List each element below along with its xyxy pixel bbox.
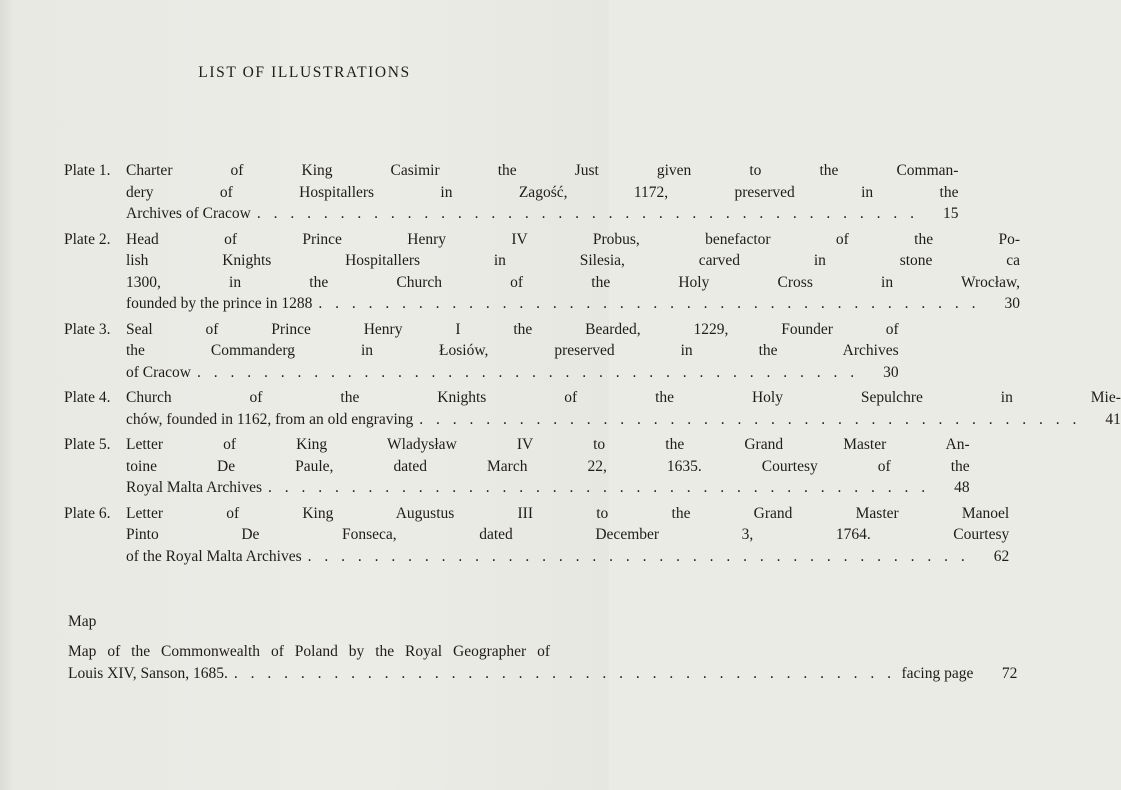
map-section-heading: Map [68,613,97,630]
caption-last-line [126,362,899,384]
caption-line: Charter of King Casimir the Just given to the Comman- [126,162,959,179]
caption-text: founded by the prince in 1288 [126,295,313,312]
caption-line: lish Knights Hospitallers in Silesia, carved in stone ca [126,252,1021,269]
leader-dots: . . . . . . . . . . . . . . . . . . . . . . . . . . . . . . . . . . . . . . . . [233,665,896,682]
plate-entry [64,229,1021,315]
leader-dots: . . . . . . . . . . . . . . . . . . . . . . . . . . . . . . . . . . . . . . . . [419,410,1081,428]
caption-line: dery of Hospitallers in Zagość, 1172, preserved in the [126,183,959,201]
map-entry-last-line [68,663,1018,685]
caption-line: Pinto De Fonseca, dated December 3, 1764. Courtesy [126,526,1010,543]
plate-list [64,160,1121,571]
plate-caption [126,229,1020,315]
facing-page-label: facing page [901,665,974,682]
page-number: 30 [1004,295,1021,312]
caption-last-line [126,293,1020,315]
caption-line: Seal of Prince Henry I the Bearded, 1229, Founder of [126,320,899,338]
plate-number: Plate 1. [64,162,111,179]
plate-number: Plate 5. [64,436,111,453]
plate-caption [126,319,899,384]
plate-number: Plate 2. [64,230,111,248]
plate-entry [64,434,970,499]
caption-text: Archives of Cracow [126,205,251,222]
plate-caption [126,434,970,499]
page-title: LIST OF ILLUSTRATIONS [198,64,411,81]
plate-caption [126,503,1009,568]
plate-entry [64,160,959,225]
caption-text: chów, founded in 1162, from an old engraving [126,410,414,428]
plate-entry [64,319,899,384]
page-number: 72 [1001,665,1018,682]
plate-number: Plate 6. [64,504,111,522]
map-entry-text: Louis XIV, Sanson, 1685. [68,665,228,682]
leader-dots: . . . . . . . . . . . . . . . . . . . . . . . . . . . . . . . . . . . . . . . . [197,363,859,381]
leader-dots: . . . . . . . . . . . . . . . . . . . . . . . . . . . . . . . . . . . . . . . . [318,295,981,312]
caption-text: of Cracow [126,363,191,381]
caption-text: Royal Malta Archives [126,479,263,496]
caption-last-line [126,409,1121,431]
caption-last-line [126,477,970,499]
plate-entry [64,503,1010,568]
caption-line: Head of Prince Henry IV Probus, benefactor of the Po- [126,230,1021,248]
map-entry-line: Map of the Commonwealth of Poland by the Royal Geographer of [68,643,550,660]
leader-dots: . . . . . . . . . . . . . . . . . . . . . . . . . . . . . . . . . . . . . . . . [268,479,930,496]
caption-text: of the Royal Malta Archives [126,547,302,565]
page-number: 15 [942,205,959,222]
plate-caption [126,160,958,225]
caption-last-line [126,546,1009,568]
caption-line: Letter of King Wladysław IV to the Grand Master An- [126,436,970,453]
caption-line: Church of the Knights of the Holy Sepulchre in Mie- [126,389,1121,406]
caption-last-line [126,203,958,225]
page-number: 41 [1105,410,1121,428]
leader-dots: . . . . . . . . . . . . . . . . . . . . . . . . . . . . . . . . . . . . . . . . [256,205,919,222]
page-number: 48 [954,479,970,496]
plate-caption [126,387,1121,430]
plate-number: Plate 4. [64,389,111,406]
plate-entry [64,387,1121,430]
caption-line: toine De Paule, dated March 22, 1635. Courtesy of the [126,457,970,475]
page-number: 30 [883,363,899,381]
plate-number: Plate 3. [64,320,111,338]
page-number: 62 [993,547,1010,565]
caption-line: the Commanderg in Łosiów, preserved in the Archives [126,342,899,359]
caption-line: 1300, in the Church of the Holy Cross in Wrocław, [126,273,1021,291]
map-entry [68,641,1018,685]
leader-dots: . . . . . . . . . . . . . . . . . . . . . . . . . . . . . . . . . . . . . . . . [307,547,970,565]
caption-line: Letter of King Augustus III to the Grand Master Manoel [126,504,1010,522]
